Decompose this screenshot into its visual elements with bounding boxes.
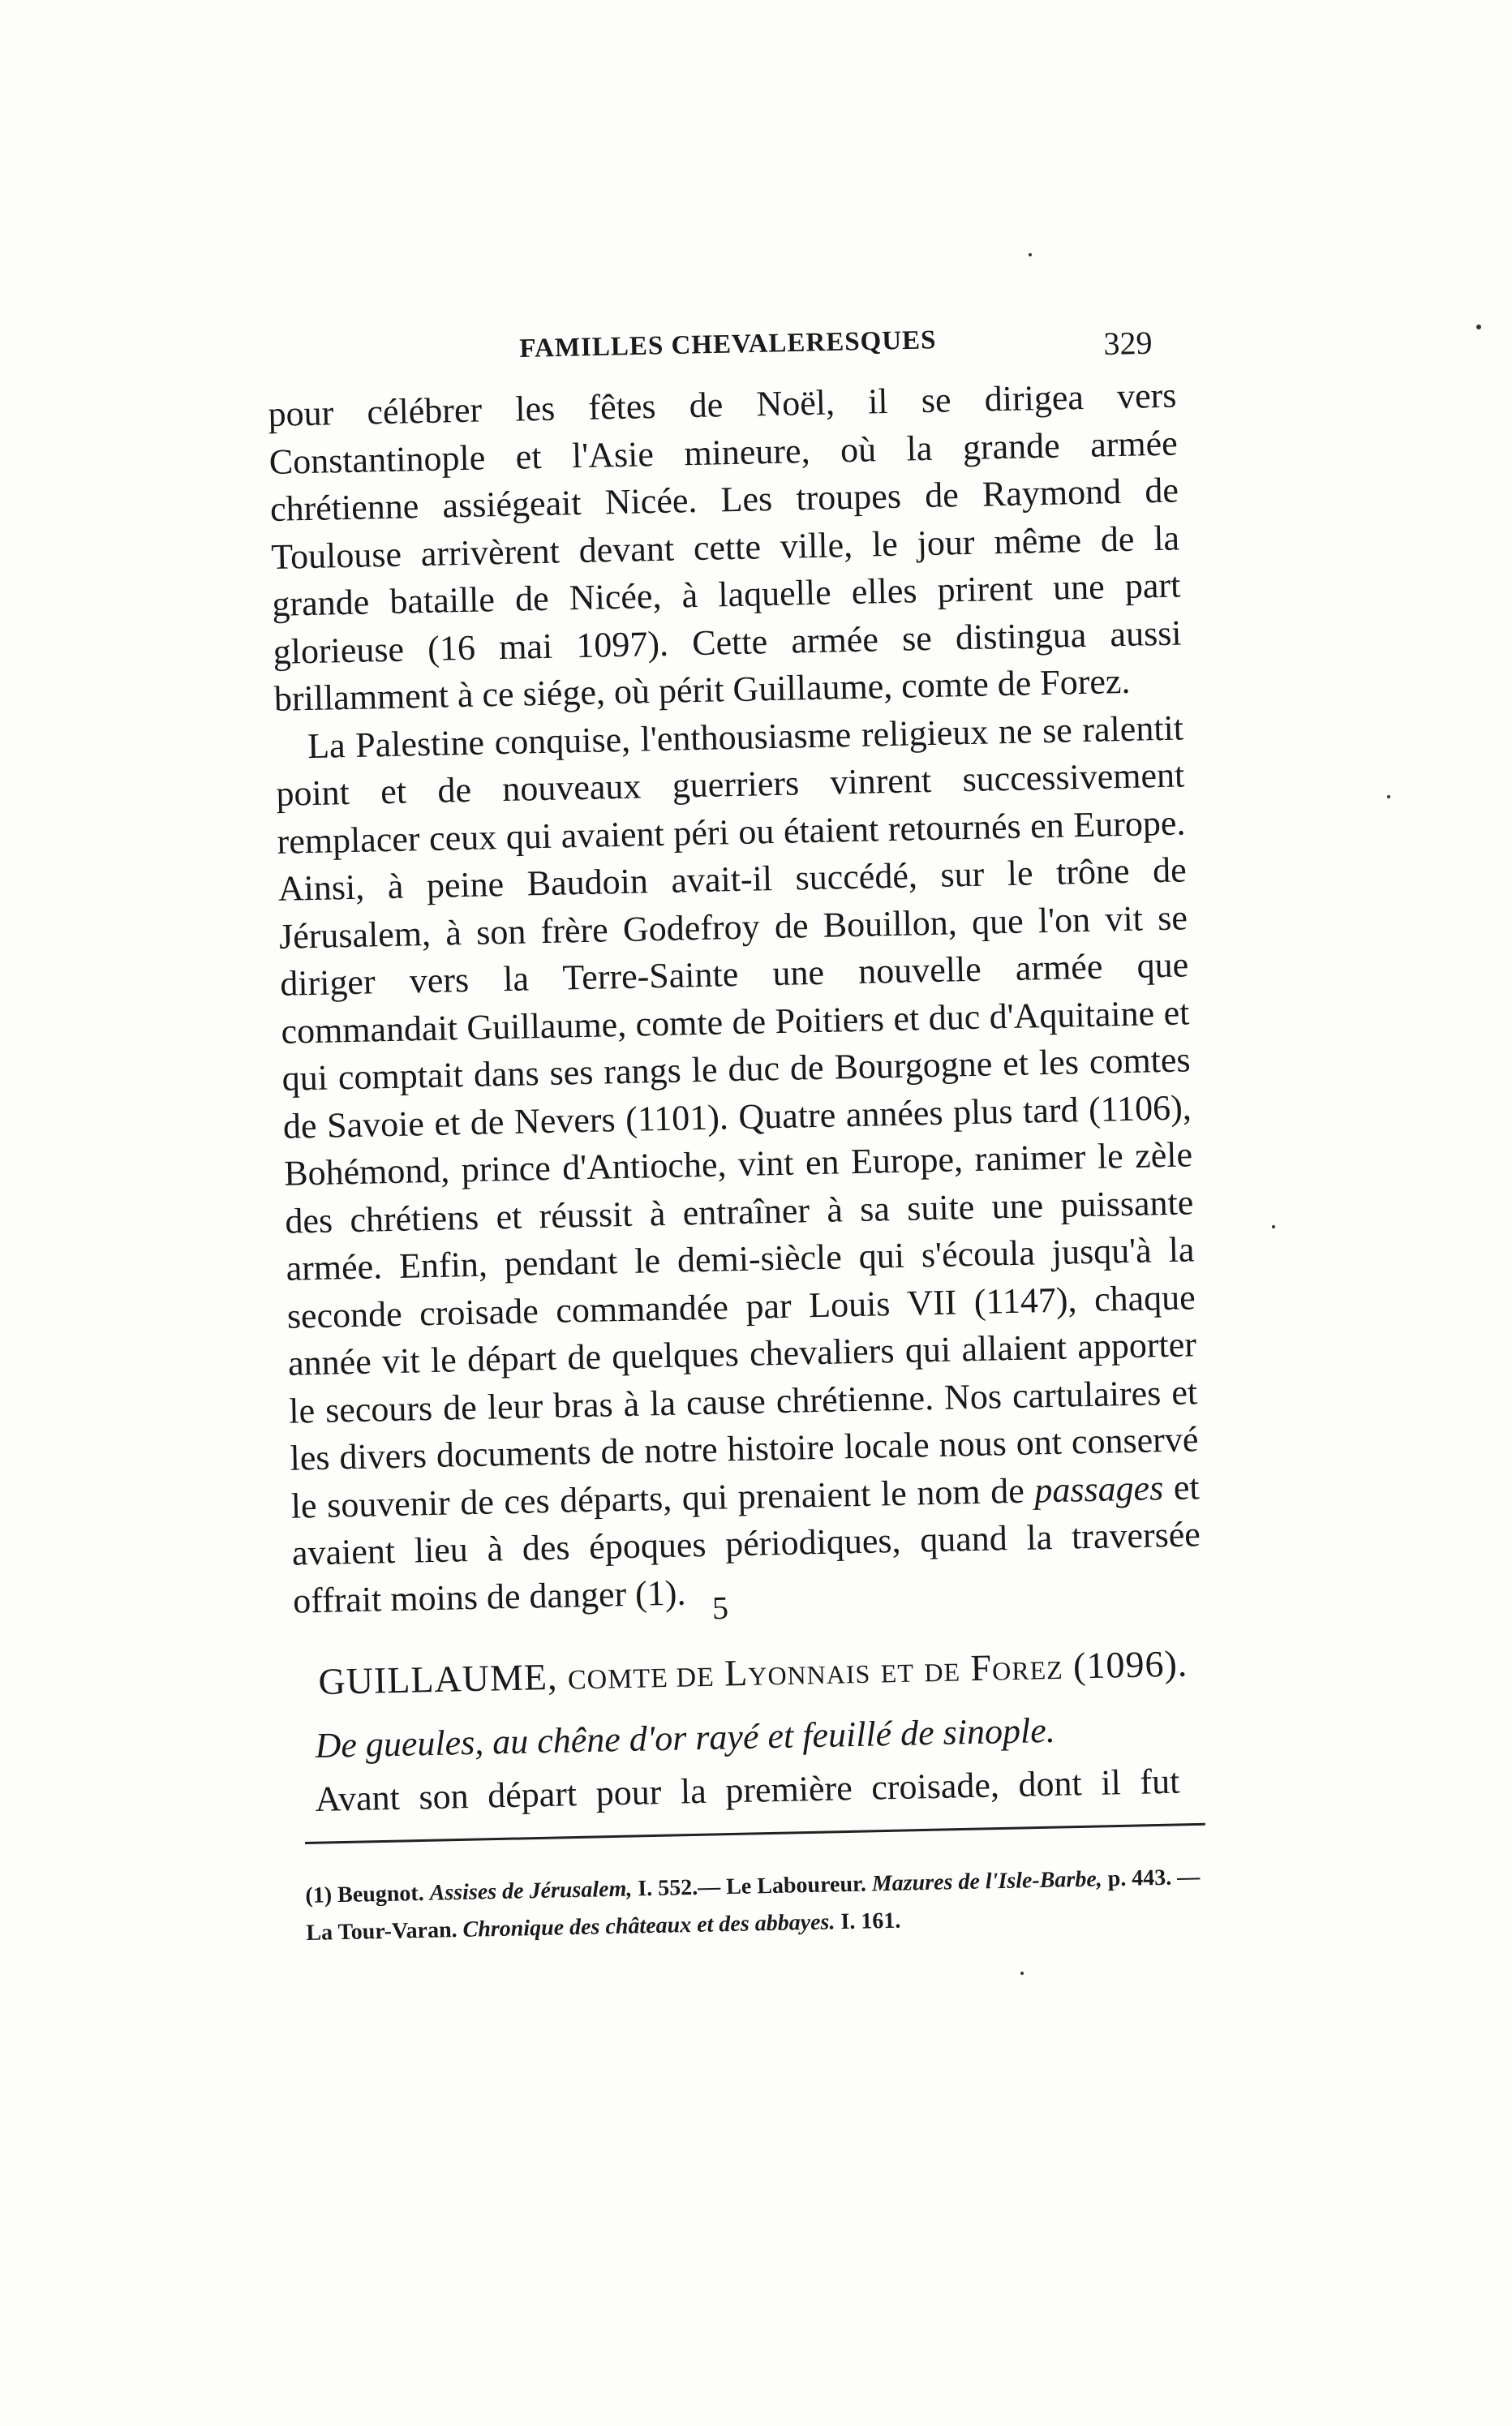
footnote-rule: [305, 1823, 1205, 1844]
footnote-title-2: Mazures de l'Isle-Barbe,: [871, 1866, 1103, 1897]
page-number: 329: [1103, 324, 1153, 362]
section-title-name: GUILLAUME,: [318, 1655, 558, 1702]
footnote-part-3: p. 443. — La Tour-Varan.: [306, 1864, 1201, 1946]
ink-speck: [1029, 253, 1032, 256]
ink-speck: [1476, 325, 1481, 329]
section-title-rest-2: Lyonnais et de: [724, 1647, 961, 1694]
section-title: [318, 1642, 1188, 1703]
paragraph-2-text-end: et avaient lieu à des époques périodiques, quand la traversée offrait moins de danger (1).: [291, 1466, 1201, 1621]
section-number: 5: [711, 1589, 729, 1627]
paragraph-2-emphasis: passages: [1033, 1467, 1164, 1510]
footnote: [305, 1859, 1207, 1952]
footnote-title-3: Chronique des châteaux et des abbayes.: [462, 1909, 835, 1942]
ink-speck: [1272, 1225, 1275, 1228]
footnote-part-4: I. 161.: [840, 1908, 901, 1935]
paragraph-1: pour célébrer les fêtes de Noël, il se dirigea vers Constantinople et l'Asie mineure, où la grande armée chrétienne assiégeait Nicée. Les troupes de Raymond de Toulouse arrivèrent devant cette ville, le jour même de la grande bataille de Nicée, à laquelle elles prirent une part glorieuse (16 mai 1097). Cette armée se distingua aussi brillamment à ce siége, où périt Guillaume, comte de Forez.: [268, 375, 1182, 719]
paragraph-2-text: La Palestine conquise, l'enthousiasme religieux ne se ralentit point et de nouveaux guerriers vinrent successivement remplacer ceux qui avaient péri ou étaient retournés en Europe. Ainsi, à peine Baudoin avait-il succédé, sur le trône de Jérusalem, à son frère Godefroy de Bouillon, que l'on vit se diriger vers la Terre-Sainte une nouvelle armée que commandait Guillaume, comte de Poitiers et duc d'Aquitaine et qui comptait dans ses rangs le duc de Bourgogne et les comtes de Savoie et de Nevers (1101). Quatre années plus tard (1106), Bohémond, prince d'Antioche, vint en Europe, ranimer le zèle des chrétiens et réussit à entraîner à sa suite une puissante armée. Enfin, pendant le demi-siècle qui s'écoula jusqu'à la seconde croisade commandée par Louis VII (1147), chaque année vit le départ de quelques chevaliers qui allaient apporter le secours de leur bras à la cause chrétienne. Nos cartulaires et les divers documents de notre histoire locale nous ont conservé le souvenir de ces départs, qui prenaient le nom de: [275, 707, 1199, 1526]
section-title-date: (1096).: [1072, 1642, 1188, 1687]
ink-speck: [1020, 1972, 1024, 1975]
footnote-part-1: (1) Beugnot.: [305, 1880, 424, 1908]
section-title-rest-3: Forez: [969, 1645, 1064, 1689]
main-text: [268, 372, 1202, 1625]
running-head: FAMILLES CHEVALERESQUES: [519, 325, 937, 363]
section-text-start: Avant son départ pour la première croisade, dont il fut: [315, 1761, 1180, 1819]
heraldic-motto: De gueules, au chêne d'or rayé et feuillé de sinople.: [315, 1710, 1056, 1766]
ink-speck: [1387, 795, 1390, 798]
paragraph-2: [275, 704, 1202, 1625]
footnote-title-1: Assises de Jérusalem,: [429, 1876, 633, 1906]
section-title-rest-1: COMTE DE: [567, 1662, 715, 1696]
footnote-part-2: I. 552.— Le Laboureur.: [637, 1871, 867, 1902]
